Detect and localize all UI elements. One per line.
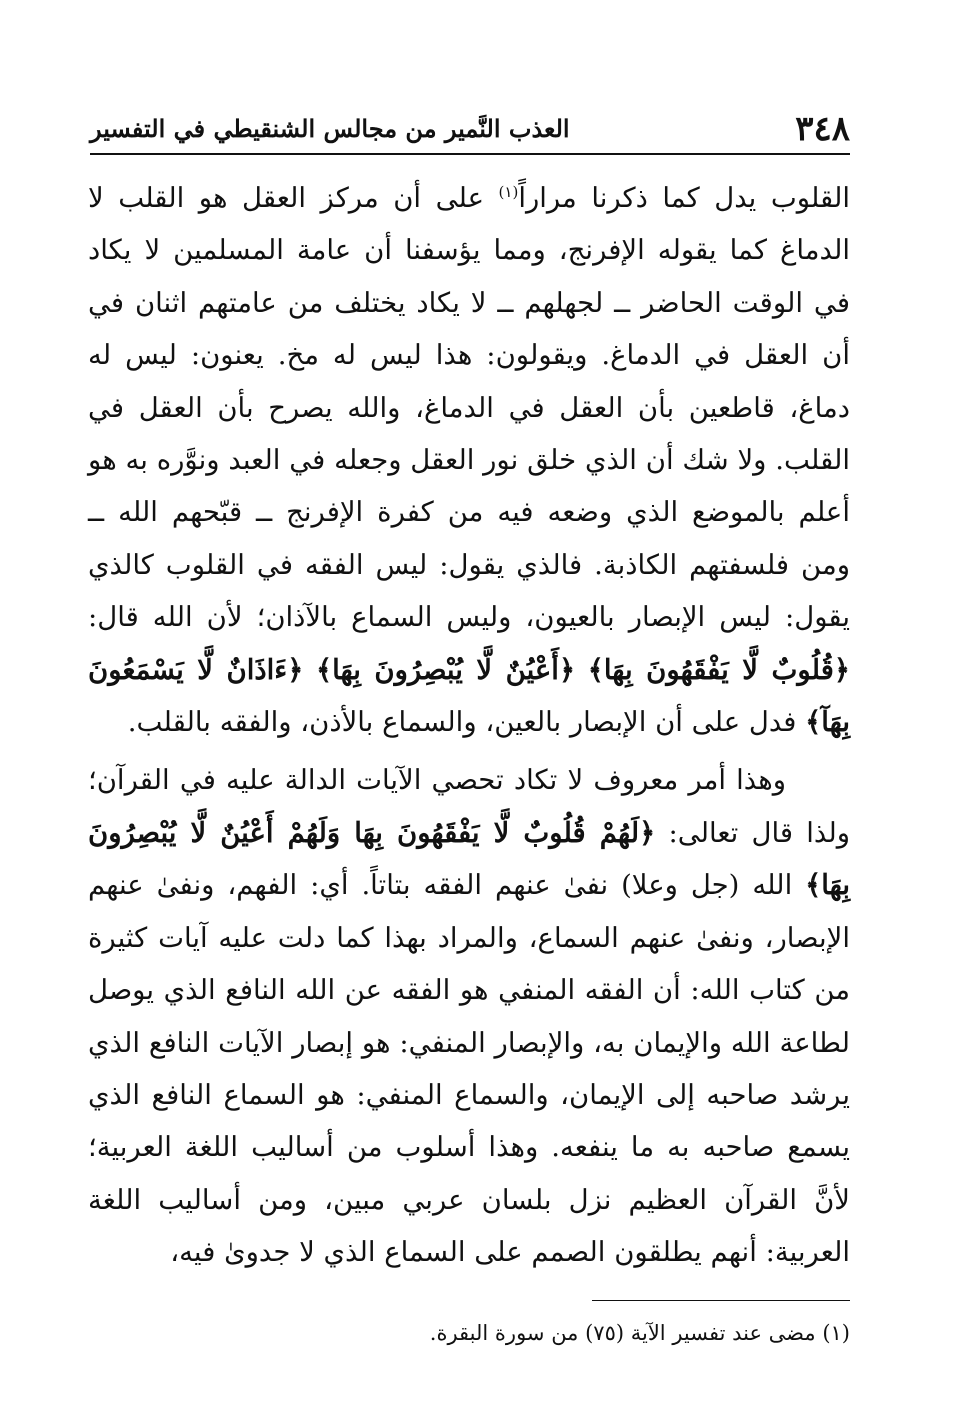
header-rule [90,153,850,155]
page-number: ٣٤٨ [795,109,850,149]
ornate-bracket-open-icon: ﴿ [833,653,850,686]
footnote-rule [592,1300,850,1301]
ornate-bracket-close-icon: ﴾ [316,653,333,686]
ornate-bracket-open-icon: ﴿ [639,816,656,849]
quran-verse-1: قُلُوبٌ لَّا يَفْقَهُونَ بِهَا [603,653,834,686]
paragraph-1-text-a: القلوب يدل كما ذكرنا مراراً [518,182,850,214]
quran-verse-3: ءَاذَانٌ لَّا يَسْمَعُونَ بِهَآ [88,653,850,739]
paragraph-2-text-b: الله (جل وعلا) نفىٰ عنهم الفقه بتاتاً. أي: الفهم، ونفىٰ عنهم الإبصار، ونفىٰ عنهم السماع، والمراد بهذا كما دلت عليه آيات كثيرة من كتاب الله: أن الفقه المنفي هو الفقه عن الله النافع الذي يوصل لطاعة الله والإيمان به، والإبصار المنفي: هو إبصار الآيات النافع الذي يرشد صاحبه إلى الإيمان، والسماع المنفي: هو السماع النافع الذي يسمع صاحبه به ما ينفعه. وهذا أسلوب من أساليب اللغة العربية؛ لأنَّ القرآن العظيم نزل بلسان عربي مبين، ومن أساليب اللغة العربية: أنهم يطلقون الصمم على السماع الذي لا جدوىٰ فيه، [88,869,850,1269]
paragraph-1-text-b: على أن مركز العقل هو القلب لا الدماغ كما يقوله الإفرنج، ومما يؤسفنا أن عامة المسلمين لا يكاد في الوقت الحاضر ــ لجهلهم ــ لا يكاد يختلف من عامتهم اثنان في أن العقل في الدماغ. ويقولون: هذا ليس له مخ. يعنون: ليس له دماغ، قاطعين بأن العقل في الدماغ، والله يصرح بأن العقل في القلب. ولا شك أن الذي خلق نور العقل وجعله في العبد ونوَّره به هو أعلم بالموضع الذي وضعه فيه من كفرة الإفرنج ــ قبّحهم الله ــ ومن فلسفتهم الكاذبة. فالذي يقول: ليس الفقه في القلوب كالذي يقول: ليس الإبصار بالعيون، وليس السماع بالآذان؛ لأن الله قال: [88,182,850,634]
paragraph-2 [88,754,850,1278]
body-text [88,172,850,1279]
book-title: العذب النَّمير من مجالس الشنقيطي في التفسير [90,114,570,143]
running-header [90,106,850,152]
paragraph-1-text-c: فدل على أن الإبصار بالعين، والسماع بالأذن، والفقه بالقلب. [127,706,806,739]
ornate-bracket-close-icon: ﴾ [587,653,604,686]
paragraph-2-text-a: وهذا أمر معروف لا تكاد تحصي الآيات الدالة عليه في القرآن؛ ولذا قال تعالى: [88,764,850,849]
ornate-bracket-open-icon: ﴿ [558,653,576,686]
footnote-reference: (١) [498,182,519,201]
quran-verse-4: لَهُمْ قُلُوبٌ لَّا يَفْقَهُونَ بِهَا وَلَهُمْ أَعْيُنٌ لَّا يُبْصِرُونَ بِهَا [88,816,850,902]
ornate-bracket-close-icon: ﴾ [805,869,822,902]
ornate-bracket-close-icon: ﴾ [805,706,822,739]
paragraph-1 [88,172,850,748]
quran-verse-2: أَعْيُنٌ لَّا يُبْصِرُونَ بِهَا [332,653,559,686]
ornate-bracket-open-icon: ﴿ [287,653,304,686]
footnote: (١) مضى عند تفسير الآية (٧٥) من سورة البقرة. [429,1321,850,1345]
